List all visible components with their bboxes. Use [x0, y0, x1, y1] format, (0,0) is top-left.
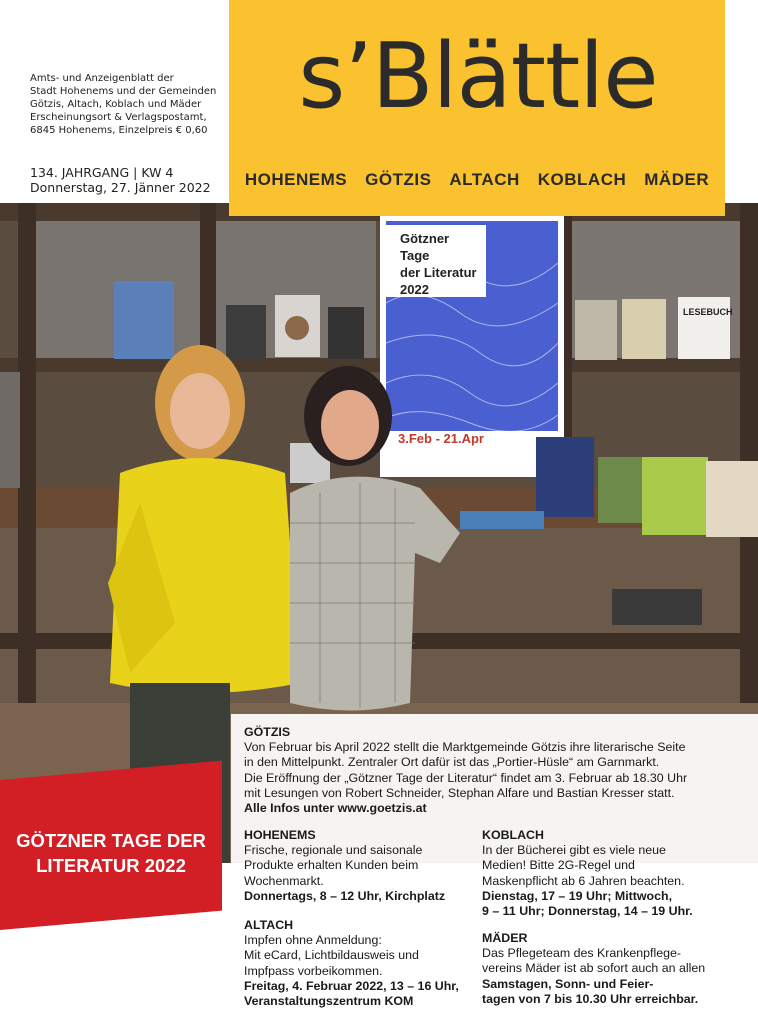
article-heading: ALTACH [244, 918, 294, 932]
goetzis-article [244, 725, 752, 816]
article-line: Wochenmarkt. [244, 873, 324, 888]
article-line: Impfpass vorbeikommen. [244, 963, 383, 978]
article-line: mit Lesungen von Robert Schneider, Stephan Alfare und Bastian Kresser statt. [244, 785, 675, 800]
publication-logo: s’Blättle [298, 24, 658, 129]
issue-volume: 134. JAHRGANG | KW 4 [30, 165, 174, 180]
article-line: Impfen ohne Anmeldung: [244, 933, 382, 948]
article-line: Mit eCard, Lichtbildausweis und [244, 948, 419, 963]
book-label-lesebuch: LESEBUCH [683, 307, 733, 317]
publisher-line: Stadt Hohenems und der Gemeinden [30, 86, 217, 97]
publisher-line: Amts- und Anzeigenblatt der [30, 73, 174, 84]
article-detail: Freitag, 4. Februar 2022, 13 – 16 Uhr, [244, 978, 459, 993]
town-name: ALTACH [449, 170, 520, 189]
article-detail: 9 – 11 Uhr; Donnerstag, 14 – 19 Uhr. [482, 904, 693, 919]
article-detail: Samstagen, Sonn- und Feier- [482, 976, 654, 991]
cover-headline [0, 828, 222, 878]
hohenems-article [244, 828, 472, 904]
article-line: Das Pflegeteam des Krankenpflege- [482, 946, 682, 961]
article-line: Von Februar bis April 2022 stellt die Marktgemeinde Götzis ihre literarische Seite [244, 740, 686, 755]
article-detail: Dienstag, 17 – 19 Uhr; Mittwoch, [482, 888, 673, 903]
issue-date: Donnerstag, 27. Jänner 2022 [30, 180, 211, 195]
article-detail: Donnertags, 8 – 12 Uhr, Kirchplatz [244, 888, 446, 903]
publisher-line: Götzis, Altach, Koblach und Mäder [30, 99, 202, 110]
article-line: In der Bücherei gibt es viele neue [482, 843, 666, 858]
town-name: HOHENEMS [244, 170, 348, 189]
poster-year: 2022 [400, 282, 429, 297]
poster-dates: 3.Feb - 21.Apr [398, 431, 484, 446]
article-link: Alle Infos unter www.goetzis.at [244, 801, 427, 816]
koblach-article [482, 828, 754, 919]
article-heading: KOBLACH [482, 828, 544, 842]
article-line: in den Mittelpunkt. Zentraler Ort dafür ist das „Portier-Hüsle“ am Garnmarkt. [244, 755, 660, 770]
town-list [229, 170, 725, 190]
publisher-line: 6845 Hohenems, Einzelpreis € 0,60 [30, 125, 208, 136]
article-heading: HOHENEMS [244, 828, 316, 842]
poster-title-line: Tage [400, 248, 430, 263]
publisher-info [30, 72, 230, 137]
headline-line: GÖTZNER TAGE DER [16, 830, 206, 851]
issue-info [30, 165, 230, 195]
article-detail: tagen von 7 bis 10.30 Uhr erreichbar. [482, 991, 699, 1006]
poster-title-line: der Literatur [400, 265, 477, 280]
altach-article [244, 918, 472, 1009]
article-heading: GÖTZIS [244, 725, 291, 739]
maeder-article [482, 931, 754, 1007]
masthead [229, 0, 725, 216]
poster-title-line: Götzner [400, 231, 450, 246]
article-heading: MÄDER [482, 931, 528, 945]
article-line: Maskenpflicht ab 6 Jahren beachten. [482, 873, 685, 888]
article-line: Frische, regionale und saisonale [244, 843, 423, 858]
article-line: Produkte erhalten Kunden beim [244, 858, 419, 873]
article-line: Die Eröffnung der „Götzner Tage der Literatur“ findet am 3. Februar ab 18.30 Uhr [244, 770, 688, 785]
town-name: KOBLACH [537, 170, 627, 189]
town-name: MÄDER [644, 170, 710, 189]
headline-line: LITERATUR 2022 [36, 855, 186, 876]
article-detail: Veranstaltungszentrum KOM [244, 994, 414, 1009]
article-line: Medien! Bitte 2G-Regel und [482, 858, 635, 873]
town-name: GÖTZIS [365, 170, 432, 189]
publisher-line: Erscheinungsort & Verlagspostamt, [30, 112, 207, 123]
article-line: vereins Mäder ist ab sofort auch an allen [482, 961, 706, 976]
